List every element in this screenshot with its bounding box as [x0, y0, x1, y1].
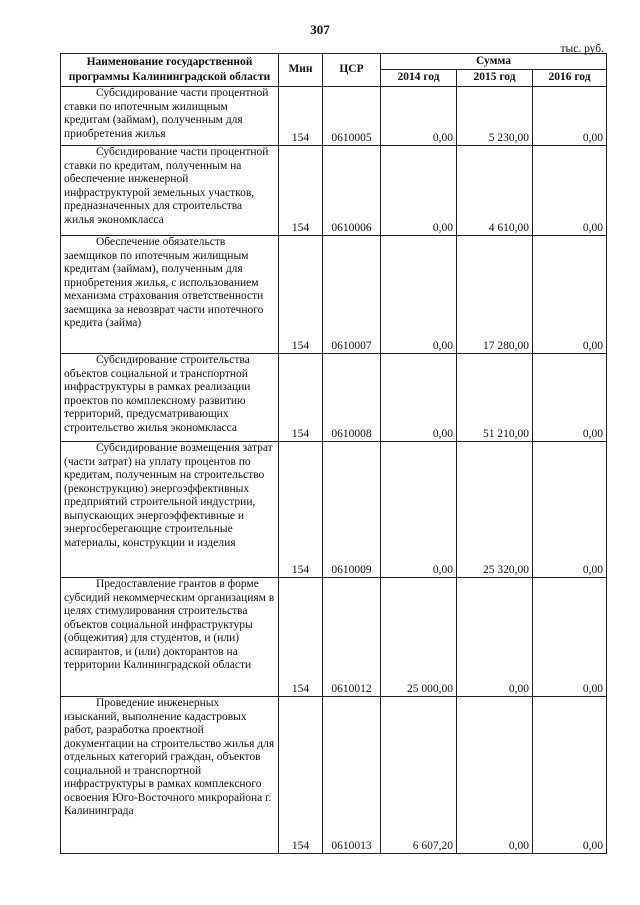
sum-2016-cell: 0,00	[533, 236, 607, 354]
min-cell: 154	[279, 354, 323, 442]
min-cell: 154	[279, 146, 323, 236]
budget-table	[60, 53, 607, 854]
sum-2015-cell: 25 320,00	[457, 442, 533, 578]
header-min: Мин	[279, 54, 323, 87]
min-cell: 154	[279, 697, 323, 854]
header-csr: ЦСР	[323, 54, 381, 87]
sum-2016-cell: 0,00	[533, 354, 607, 442]
table-row	[61, 354, 607, 442]
min-cell: 154	[279, 442, 323, 578]
header-year-2016: 2016 год	[533, 70, 607, 87]
sum-2014-cell: 25 000,00	[381, 578, 457, 697]
header-year-2014: 2014 год	[381, 70, 457, 87]
sum-2015-cell: 0,00	[457, 697, 533, 854]
program-name-cell	[61, 697, 279, 854]
table-row	[61, 442, 607, 578]
program-name: Субсидирование части процентной ставки по кредитам, полученным на обеспечение инженерной инфраструктурой земельных участков, предназначенных для строительства жилья экономкласса	[64, 146, 269, 226]
sum-2015-cell: 17 280,00	[457, 236, 533, 354]
sum-2014-cell: 0,00	[381, 87, 457, 146]
csr-cell: 0610012	[323, 578, 381, 697]
program-name: Субсидирование строительства объектов социальной и транспортной инфраструктуры в рамках реализации проектов по комплексному развитию территорий, предусматривающих строительство жилья экономкласса	[64, 354, 251, 434]
sum-2015-cell: 0,00	[457, 578, 533, 697]
csr-cell: 0610009	[323, 442, 381, 578]
csr-cell: 0610006	[323, 146, 381, 236]
program-name: Проведение инженерных изысканий, выполнение кадастровых работ, разработка проектной документации на строительство жилья для отдельных категорий граждан, объектов социальной и транспортной инфраструктуры в рамках комплексного освоения Юго-Восточного микрорайона г. Калининграда	[64, 697, 275, 817]
table-row	[61, 697, 607, 854]
csr-cell: 0610007	[323, 236, 381, 354]
table-row	[61, 578, 607, 697]
csr-cell: 0610005	[323, 87, 381, 146]
program-name-cell	[61, 442, 279, 578]
header-year-2015: 2015 год	[457, 70, 533, 87]
min-cell: 154	[279, 578, 323, 697]
sum-2014-cell: 6 607,20	[381, 697, 457, 854]
min-cell: 154	[279, 236, 323, 354]
sum-2015-cell: 5 230,00	[457, 87, 533, 146]
header-sum: Сумма	[381, 54, 607, 70]
sum-2016-cell: 0,00	[533, 146, 607, 236]
header-program-name: Наименование государственной программы Калининградской области	[61, 54, 279, 87]
program-name-cell	[61, 578, 279, 697]
sum-2014-cell: 0,00	[381, 442, 457, 578]
program-name-cell	[61, 87, 279, 146]
csr-cell: 0610013	[323, 697, 381, 854]
table-row	[61, 146, 607, 236]
program-name-cell	[61, 354, 279, 442]
sum-2014-cell: 0,00	[381, 146, 457, 236]
sum-2015-cell: 4 610,00	[457, 146, 533, 236]
table-row	[61, 236, 607, 354]
sum-2014-cell: 0,00	[381, 354, 457, 442]
csr-cell: 0610008	[323, 354, 381, 442]
min-cell: 154	[279, 87, 323, 146]
program-name: Субсидирование возмещения затрат (части затрат) на уплату процентов по кредитам, полученным на строительство (реконструкцию) энергоэффективных предприятий строительной индустрии, выпускающих энергоэффективные и энергосберегающие строительные материалы, конструкции и изделия	[64, 442, 273, 549]
units-label: тыс. руб.	[560, 43, 604, 55]
page-number: 307	[310, 22, 330, 37]
sum-2016-cell: 0,00	[533, 697, 607, 854]
program-name: Обеспечение обязательств заемщиков по ипотечным жилищным кредитам (займам), полученным для приобретения жилья, с использованием механизма страхования ответственности заемщика за невозврат части ипотечного кредита (займа)	[64, 236, 264, 329]
sum-2015-cell: 51 210,00	[457, 354, 533, 442]
sum-2016-cell: 0,00	[533, 87, 607, 146]
sum-2014-cell: 0,00	[381, 236, 457, 354]
program-name: Субсидирование части процентной ставки по ипотечным жилищным кредитам (займам), полученным для приобретения жилья	[64, 87, 269, 140]
sum-2016-cell: 0,00	[533, 442, 607, 578]
sum-2016-cell: 0,00	[533, 578, 607, 697]
program-name-cell	[61, 236, 279, 354]
program-name-cell	[61, 146, 279, 236]
table-row	[61, 87, 607, 146]
program-name: Предоставление грантов в форме субсидий некоммерческим организациям в целях стимулирования строительства объектов социальной инфраструктуры (общежития) для студентов, и (или) аспирантов, и (или) докторантов на территории Калининградской области	[64, 578, 275, 671]
